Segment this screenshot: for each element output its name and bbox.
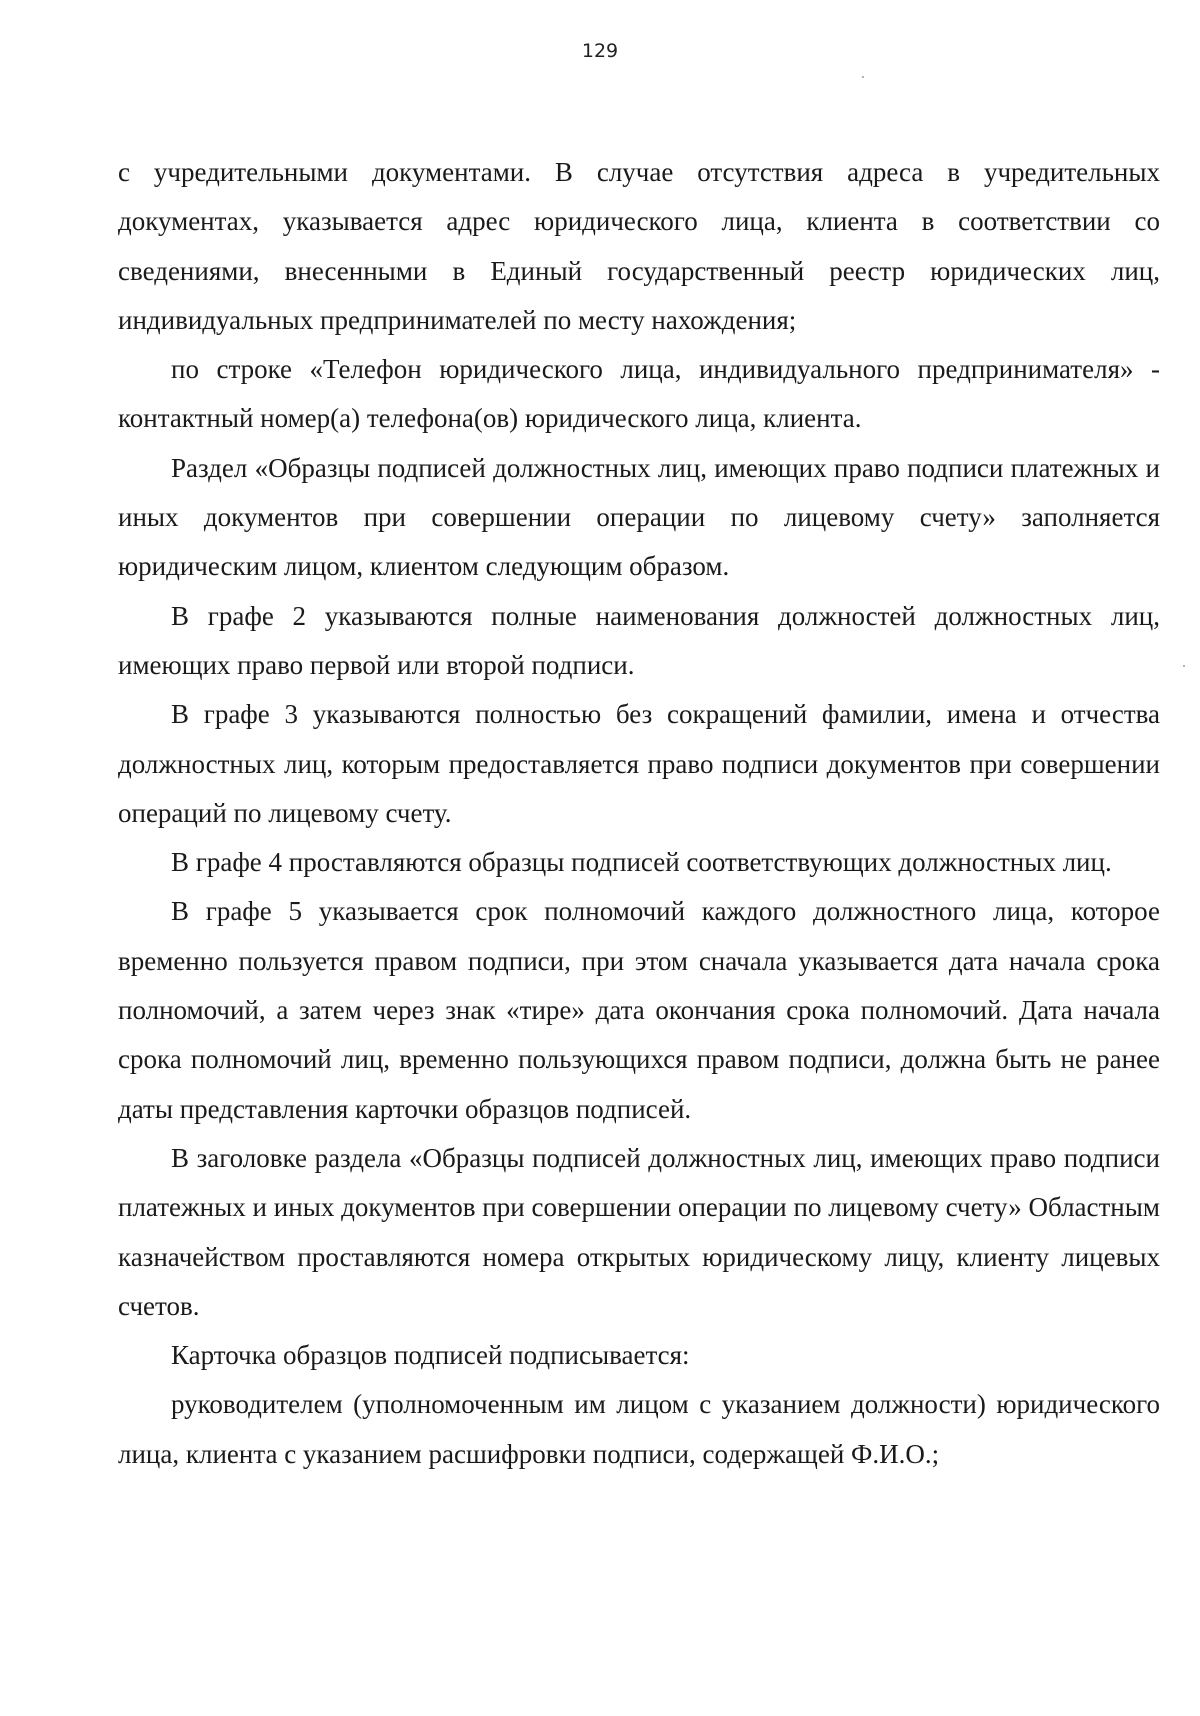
- paragraph-9: Карточка образцов подписей подписывается:: [171, 1340, 690, 1371]
- page-number: 129: [581, 40, 619, 62]
- paragraph-2: по строке «Телефон юридического лица, индивидуального предпринимателя» - контактный номер(а) телефона(ов) юридического лица, клиента.: [118, 354, 1160, 434]
- scan-speck: [862, 76, 864, 78]
- paragraph-1: с учредительными документами. В случае отсутствия адреса в учредительных документах, указывается адрес юридического лица, клиента в соответствии со сведениями, внесенными в Единый государственный реестр юридических лиц, индивидуальных предпринимателей по месту нахождения;: [118, 157, 1160, 335]
- paragraph-10: руководителем (уполномоченным им лицом с указанием должности) юридического лица, клиента с указанием расшифровки подписи, содержащей Ф.И.О.;: [118, 1389, 1160, 1469]
- paragraph-7: В графе 5 указывается срок полномочий каждого должностного лица, которое временно пользуется правом подписи, при этом сначала указывается дата начала срока полномочий, а затем через знак «тире» дата окончания срока полномочий. Дата начала срока полномочий лиц, временно пользующихся правом подписи, должна быть не ранее даты представления карточки образцов подписей.: [118, 896, 1160, 1124]
- paragraph-6: В графе 4 проставляются образцы подписей соответствующих должностных лиц.: [171, 847, 1112, 878]
- paragraph-5: В графе 3 указываются полностью без сокращений фамилии, имена и отчества должностных лиц, которым предоставляется право подписи документов при совершении операций по лицевому счету.: [118, 699, 1160, 828]
- document-body: [118, 148, 1160, 1479]
- paragraph-3: Раздел «Образцы подписей должностных лиц, имеющих право подписи платежных и иных документов при совершении операции по лицевому счету» заполняется юридическим лицом, клиентом следующим образом.: [118, 452, 1160, 582]
- scan-speck: [1183, 665, 1185, 667]
- paragraph-8: В заголовке раздела «Образцы подписей должностных лиц, имеющих право подписи платежных и иных документов при совершении операции по лицевому счету» Областным казначейством проставляются номера открытых юридическому лицу, клиенту лицевых счетов.: [118, 1142, 1160, 1321]
- paragraph-4: В графе 2 указываются полные наименования должностей должностных лиц, имеющих право первой или второй подписи.: [118, 600, 1160, 680]
